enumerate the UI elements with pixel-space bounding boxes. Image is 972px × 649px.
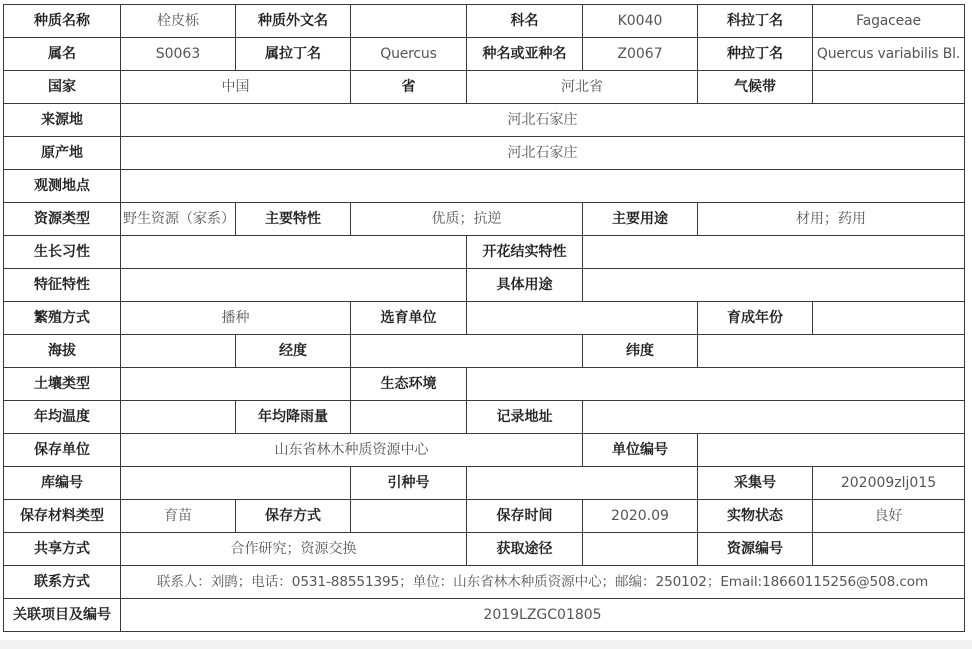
resource-number-value — [813, 533, 965, 566]
table-row — [4, 533, 965, 566]
material-type-label: 保存材料类型 — [4, 500, 121, 533]
table-row — [4, 500, 965, 533]
genus-label: 属名 — [4, 38, 121, 71]
table-row — [4, 335, 965, 368]
eco-environment-value — [467, 368, 965, 401]
soil-type-label: 土壤类型 — [4, 368, 121, 401]
species-value: Z0067 — [583, 38, 698, 71]
country-value: 中国 — [121, 71, 351, 104]
family-latin-value: Fagaceae — [813, 5, 965, 38]
species-label: 种名或亚种名 — [467, 38, 583, 71]
specific-use-value — [583, 269, 965, 302]
library-number-label: 库编号 — [4, 467, 121, 500]
foreign-name-value — [351, 5, 467, 38]
flowering-fruiting-value — [583, 236, 965, 269]
storage-time-value: 2020.09 — [583, 500, 698, 533]
acquisition-route-value — [583, 533, 698, 566]
family-value: K0040 — [583, 5, 698, 38]
material-type-value: 育苗 — [121, 500, 236, 533]
table-row — [4, 599, 965, 632]
table-row — [4, 203, 965, 236]
altitude-value — [121, 335, 236, 368]
library-number-value — [121, 467, 351, 500]
page-bottom-strip — [0, 640, 972, 649]
observation-site-label: 观测地点 — [4, 170, 121, 203]
latitude-value — [698, 335, 965, 368]
main-use-label: 主要用途 — [583, 203, 698, 236]
contact-value: 联系人：刘鹍；电话：0531-88551395；单位：山东省林木种质资源中心；邮编：250102；Email:18660115256@508.com — [121, 566, 965, 599]
sharing-method-value: 合作研究；资源交换 — [121, 533, 467, 566]
avg-rainfall-label: 年均降雨量 — [236, 401, 351, 434]
species-latin-label: 种拉丁名 — [698, 38, 813, 71]
climate-zone-label: 气候带 — [698, 71, 813, 104]
storage-unit-value: 山东省林木种质资源中心 — [121, 434, 583, 467]
province-label: 省 — [351, 71, 467, 104]
breeding-year-value — [813, 302, 965, 335]
germplasm-name-label: 种质名称 — [4, 5, 121, 38]
longitude-label: 经度 — [236, 335, 351, 368]
resource-number-label: 资源编号 — [698, 533, 813, 566]
table-row — [4, 71, 965, 104]
table-row — [4, 566, 965, 599]
genus-value: S0063 — [121, 38, 236, 71]
table-row — [4, 5, 965, 38]
family-latin-label: 科拉丁名 — [698, 5, 813, 38]
table-row — [4, 236, 965, 269]
table-row — [4, 38, 965, 71]
propagation-label: 繁殖方式 — [4, 302, 121, 335]
unit-number-value — [698, 434, 965, 467]
specific-use-label: 具体用途 — [467, 269, 583, 302]
germplasm-name-value: 栓皮栎 — [121, 5, 236, 38]
record-address-label: 记录地址 — [467, 401, 583, 434]
collection-number-value: 202009zlj015 — [813, 467, 965, 500]
soil-type-value — [121, 368, 351, 401]
altitude-label: 海拔 — [4, 335, 121, 368]
physical-state-label: 实物状态 — [698, 500, 813, 533]
table-row — [4, 170, 965, 203]
genus-latin-value: Quercus — [351, 38, 467, 71]
flowering-fruiting-label: 开花结实特性 — [467, 236, 583, 269]
table-row — [4, 137, 965, 170]
storage-time-label: 保存时间 — [467, 500, 583, 533]
country-label: 国家 — [4, 71, 121, 104]
collection-number-label: 采集号 — [698, 467, 813, 500]
related-project-label: 关联项目及编号 — [4, 599, 121, 632]
main-characteristics-label: 主要特性 — [236, 203, 351, 236]
growth-habit-value — [121, 236, 467, 269]
table-row — [4, 434, 965, 467]
breeding-year-label: 育成年份 — [698, 302, 813, 335]
table-row — [4, 104, 965, 137]
family-label: 科名 — [467, 5, 583, 38]
origin-place-value: 河北石家庄 — [121, 137, 965, 170]
storage-unit-label: 保存单位 — [4, 434, 121, 467]
growth-habit-label: 生长习性 — [4, 236, 121, 269]
climate-zone-value — [813, 71, 965, 104]
avg-rainfall-value — [351, 401, 467, 434]
contact-label: 联系方式 — [4, 566, 121, 599]
latitude-label: 纬度 — [583, 335, 698, 368]
avg-temperature-label: 年均温度 — [4, 401, 121, 434]
eco-environment-label: 生态环境 — [351, 368, 467, 401]
related-project-value: 2019LZGC01805 — [121, 599, 965, 632]
source-place-label: 来源地 — [4, 104, 121, 137]
breeding-unit-label: 选育单位 — [351, 302, 467, 335]
observation-site-value — [121, 170, 965, 203]
germplasm-info-table — [3, 4, 965, 632]
storage-method-label: 保存方式 — [236, 500, 351, 533]
resource-type-label: 资源类型 — [4, 203, 121, 236]
main-characteristics-value: 优质；抗逆 — [351, 203, 583, 236]
resource-type-value: 野生资源（家系） — [121, 203, 236, 236]
features-label: 特征特性 — [4, 269, 121, 302]
genus-latin-label: 属拉丁名 — [236, 38, 351, 71]
main-use-value: 材用；药用 — [698, 203, 965, 236]
species-latin-value: Quercus variabilis Bl. — [813, 38, 965, 71]
table-row — [4, 302, 965, 335]
physical-state-value: 良好 — [813, 500, 965, 533]
acquisition-route-label: 获取途径 — [467, 533, 583, 566]
record-address-value — [583, 401, 965, 434]
table-row — [4, 269, 965, 302]
longitude-value — [351, 335, 583, 368]
table-row — [4, 401, 965, 434]
source-place-value: 河北石家庄 — [121, 104, 965, 137]
origin-place-label: 原产地 — [4, 137, 121, 170]
propagation-value: 播种 — [121, 302, 351, 335]
features-value — [121, 269, 467, 302]
foreign-name-label: 种质外文名 — [236, 5, 351, 38]
table-row — [4, 368, 965, 401]
introduction-number-value — [467, 467, 698, 500]
province-value: 河北省 — [467, 71, 698, 104]
avg-temperature-value — [121, 401, 236, 434]
table-row — [4, 467, 965, 500]
unit-number-label: 单位编号 — [583, 434, 698, 467]
storage-method-value — [351, 500, 467, 533]
breeding-unit-value — [467, 302, 698, 335]
introduction-number-label: 引种号 — [351, 467, 467, 500]
sharing-method-label: 共享方式 — [4, 533, 121, 566]
